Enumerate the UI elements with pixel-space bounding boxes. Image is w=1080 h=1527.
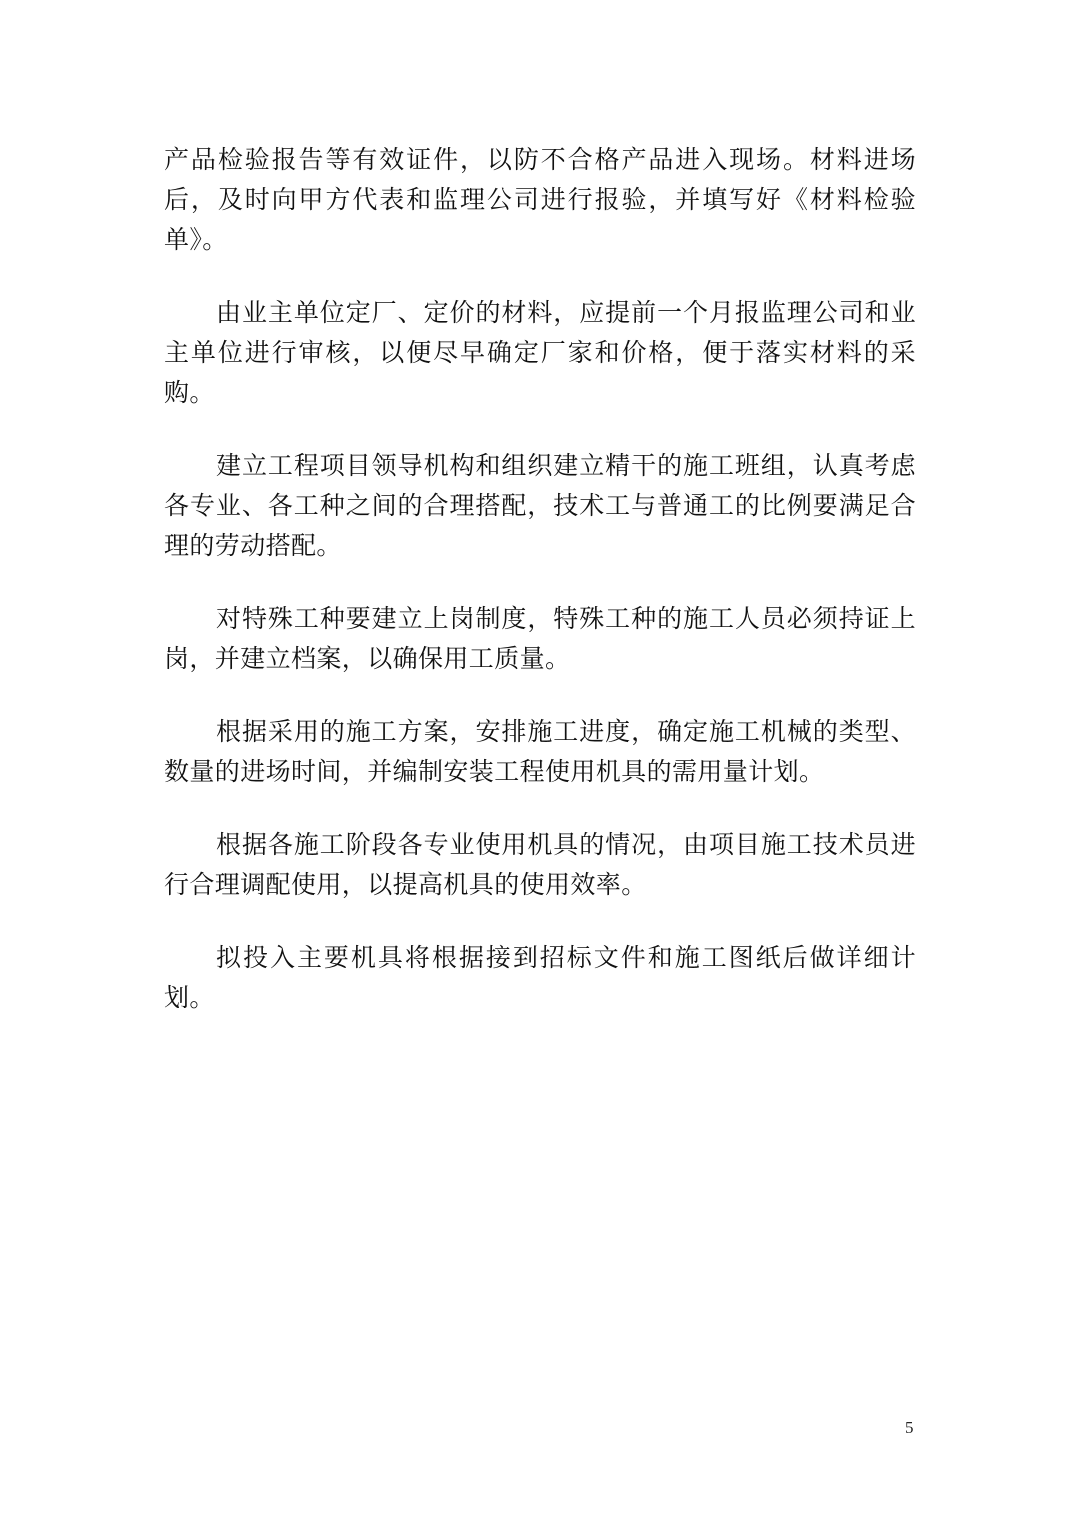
- paragraph: 对特殊工种要建立上岗制度，特殊工种的施工人员必须持证上岗，并建立档案，以确保用工质量。: [164, 604, 916, 673]
- page-body: [164, 140, 916, 1018]
- paragraph: 建立工程项目领导机构和组织建立精干的施工班组，认真考虑各专业、各工种之间的合理搭配，技术工与普通工的比例要满足合理的劳动搭配。: [164, 451, 916, 560]
- paragraph: 拟投入主要机具将根据接到招标文件和施工图纸后做详细计划。: [164, 943, 916, 1012]
- paragraph-continued: 产品检验报告等有效证件，以防不合格产品进入现场。材料进场后，及时向甲方代表和监理公司进行报验，并填写好《材料检验单》。: [164, 145, 916, 254]
- paragraph: 由业主单位定厂、定价的材料，应提前一个月报监理公司和业主单位进行审核，以便尽早确定厂家和价格，便于落实材料的采购。: [164, 298, 916, 407]
- paragraph: 根据采用的施工方案，安排施工进度，确定施工机械的类型、数量的进场时间，并编制安装工程使用机具的需用量计划。: [164, 717, 916, 786]
- page-number: 5: [905, 1418, 914, 1437]
- paragraph: 根据各施工阶段各专业使用机具的情况，由项目施工技术员进行合理调配使用，以提高机具的使用效率。: [164, 830, 916, 899]
